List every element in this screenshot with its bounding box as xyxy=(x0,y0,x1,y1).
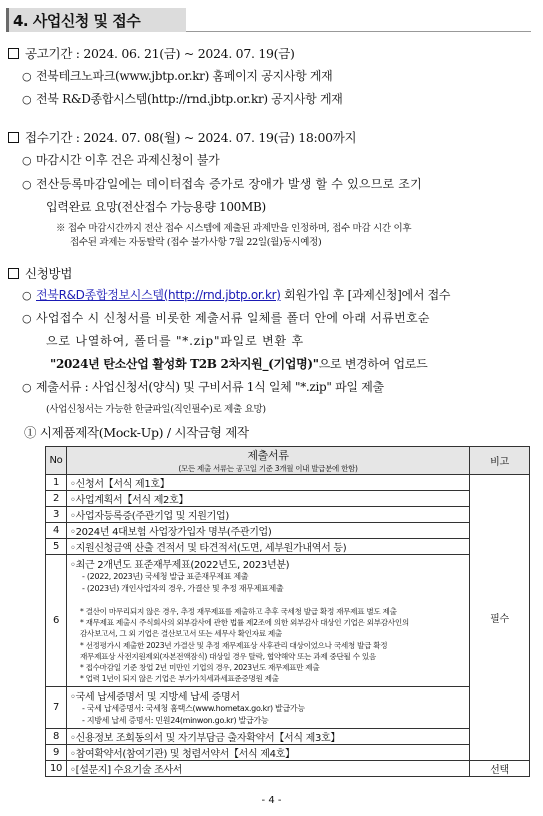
reception-note-cont: 접수된 과제는 자동탈락 (접수 불가사항 7월 22일(월)동시예정) xyxy=(70,237,322,248)
method-heading xyxy=(8,264,72,282)
announcement-item: ○ 전북 R&D종합시스템(http://rnd.jbtp.or.kr) 공지사항 게재 xyxy=(22,92,343,106)
circle-bullet-icon: ○ xyxy=(22,93,32,106)
subsection-title: ① 시제품제작(Mock-Up) / 시작금형 제작 xyxy=(24,425,249,440)
method-item: ○ 제출서류 : 사업신청서(양식) 및 구비서류 1식 일체 "*.zip" 파일 제출 xyxy=(22,380,384,394)
method-title: 신청방법 xyxy=(25,266,73,281)
circle-bullet-icon: ○ xyxy=(22,70,32,83)
method-item-cont: 으로 나열하여, 폴더를 "*.zip"파일로 변환 후 xyxy=(46,334,304,348)
announcement-item: ○ 전북테크노파크(www.jbtp.or.kr) 홈페이지 공지사항 게재 xyxy=(22,69,333,83)
circle-bullet-icon: ○ xyxy=(22,289,32,302)
reception-period xyxy=(8,128,356,146)
checkbox-square-icon xyxy=(8,132,19,143)
table-row: 9 ◦참여확약서(참여기관) 및 청렴서약서【서식 제4호】 xyxy=(46,745,530,761)
reception-title: 접수기간 : 2024. 07. 08(월) ~ 2024. 07. 19(금) 18:00까지 xyxy=(25,130,357,145)
table-row: 6 ◦최근 2개년도 표준재무제표(2022년도, 2023년분) - (2022, 2023년) 국세청 발급 표준재무제표 제출 - (2023년) 개인사업자의 경우, 가결산 및 추정 재무제표제출 * 결산이 마무리되지 않은 경우, 추정 재무제표를 제출하고 추후 국세청 발급 확정 재무제표 별도 제출 * 재무제표 제출시 주식회사의 외부감사에 관한 법률 제2조에 의한 외부감사 대상인 기업은 외부감사인의 감사보고서, 그 외 기업은 결산보고서 또는 세무사 확인자료 제출 * 선정평가시 제출한 2023년 가결산 및 추정 재무제표상 사후관리 대상이었으나 국세청 발급 확정 재무제표상 사전지원제외(자본전액잠식) 대상일 경우 탈락, 협약해약 또는 과제 중단될 수 있음 * 접수마감일 기준 창업 2년 미만인 기업의 경우, 2023년도 재무제표만 제출 * 업력 1년이 되지 않은 기업은 부가가치세과세표준증명원 제출 xyxy=(46,555,530,687)
reception-item-cont: 입력완료 요망(전산접수 가능용량 100MB) xyxy=(46,200,266,214)
method-item-cont: "2024년 탄소산업 활성화 T2B 2차지원_(기업명)"으로 변경하여 업로드 xyxy=(50,357,428,371)
checkbox-square-icon xyxy=(8,48,19,59)
rnd-system-link[interactable]: 전북R&D종합정보시스템(http://rnd.jbtp.or.kr) xyxy=(36,288,281,302)
announcement-period xyxy=(8,44,295,62)
method-item: ○ 사업접수 시 신청서를 비롯한 제출서류 일체를 폴더 안에 아래 서류번호순 xyxy=(22,311,430,325)
reception-note: ※ 접수 마감시간까지 전산 접수 시스템에 제출된 과제만을 인정하며, 접수 마감 시간 이후 xyxy=(56,223,412,234)
table-row: 7 ◦국세 납세증명서 및 지방세 납세 증명서 - 국세 납세증명서: 국세청 홈택스(www.hometax.go.kr) 발급가능 - 지방세 납세 증명서: 민원24(minwon.go.kr) 발급가능 xyxy=(46,687,530,729)
checkbox-square-icon xyxy=(8,268,19,279)
col-docs-header: 제출서류 (모든 제출 서류는 공고일 기준 3개월 이내 발급분에 한함) xyxy=(67,447,470,475)
table-row: 8 ◦신용정보 조회동의서 및 자기부담금 출자확약서【서식 제3호】 xyxy=(46,729,530,745)
table-row: 3 ◦사업자등록증(주관기업 및 지원기업) xyxy=(46,507,530,523)
table-row: 4 ◦2024년 4대보험 사업장가입자 명부(주관기업) xyxy=(46,523,530,539)
required-badge: 필수 xyxy=(470,475,530,761)
circle-bullet-icon: ○ xyxy=(22,312,32,325)
circle-bullet-icon: ○ xyxy=(22,178,32,191)
header-rule xyxy=(186,31,531,32)
table-row: 10 ◦[설문지] 수요기술 조사서 선택 xyxy=(46,761,530,777)
announcement-title: 공고기간 : 2024. 06. 21(금) ~ 2024. 07. 19(금) xyxy=(25,46,295,61)
section-header xyxy=(6,8,186,32)
method-item: ○ 전북R&D종합정보시스템(http://rnd.jbtp.or.kr) 회원가입 후 [과제신청]에서 접수 xyxy=(22,288,451,302)
table-row: 2 ◦사업계획서【서식 제2호】 xyxy=(46,491,530,507)
table-header-row xyxy=(46,447,530,475)
method-item-note: (사업신청서는 가능한 한글파일(직인필수)로 제출 요망) xyxy=(46,404,266,415)
col-note-header: 비고 xyxy=(470,447,530,475)
circle-bullet-icon: ○ xyxy=(22,381,32,394)
filename-format: "2024년 탄소산업 활성화 T2B 2차지원_(기업명)" xyxy=(50,357,319,371)
table-row: 5 ◦지원신청금액 산출 견적서 및 타견적서(도면, 세부원가내역서 등) xyxy=(46,539,530,555)
col-no-header: No xyxy=(46,447,67,475)
optional-badge: 선택 xyxy=(470,761,530,777)
documents-table xyxy=(45,446,530,777)
page-number: - 4 - xyxy=(261,795,282,806)
section-title: 4. 사업신청 및 접수 xyxy=(13,12,141,30)
reception-item: ○ 마감시간 이후 건은 과제신청이 불가 xyxy=(22,153,220,167)
circle-bullet-icon: ○ xyxy=(22,154,32,167)
table-row: 1 ◦신청서【서식 제1호】 필수 xyxy=(46,475,530,491)
reception-item: ○ 전산등록마감일에는 데이터접속 증가로 장애가 발생 할 수 있으므로 조기 xyxy=(22,177,422,191)
